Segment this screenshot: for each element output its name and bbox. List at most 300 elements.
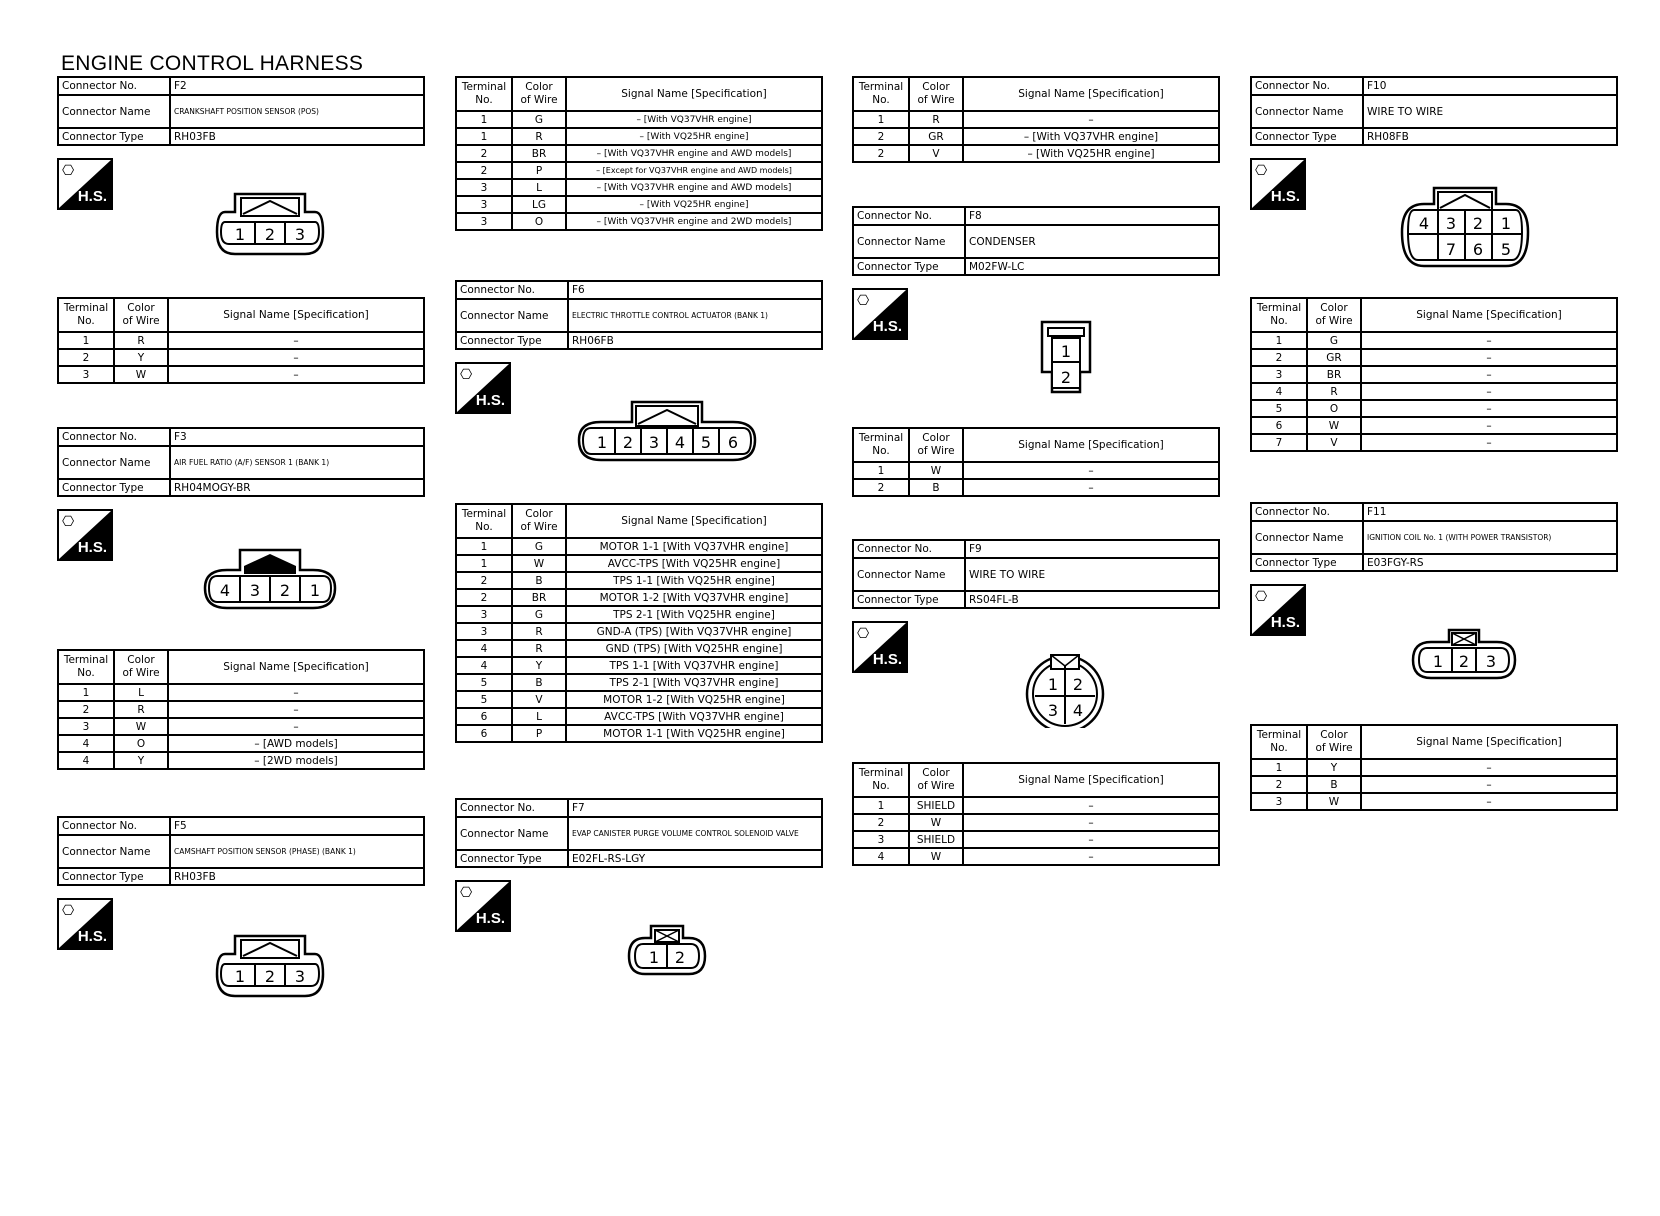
table-cell: W — [909, 462, 963, 479]
table-cell: O — [114, 735, 168, 752]
table-cell: – — [963, 111, 1219, 128]
table-cell: B — [909, 479, 963, 496]
table-cell: 4 — [456, 657, 512, 674]
text: H.S. — [1270, 188, 1300, 205]
table-cell: F8 — [965, 207, 1219, 225]
text: H.S. — [77, 188, 107, 205]
block — [57, 427, 425, 497]
connector-f2-info — [57, 76, 425, 146]
block — [57, 649, 425, 770]
table-cell: E02FL-RS-LGY — [568, 850, 822, 867]
table-header-cell: Signal Name [Specification] — [168, 650, 424, 684]
table-row — [853, 111, 1219, 128]
table-cell: R — [512, 623, 566, 640]
table-row — [58, 650, 424, 684]
table-row — [456, 504, 822, 538]
block — [852, 539, 1220, 609]
table-cell: Connector No. — [1251, 503, 1363, 521]
table-cell: Connector Type — [853, 591, 965, 608]
table-cell: 3 — [58, 718, 114, 735]
pin-label: 1 — [309, 581, 321, 600]
table-cell: 2 — [853, 128, 909, 145]
table-cell: Connector No. — [1251, 77, 1363, 95]
connector-f3-diagram — [203, 548, 337, 610]
table-cell: W — [114, 718, 168, 735]
text: of Wire — [1315, 742, 1353, 754]
connector-f11-diagram — [1411, 628, 1517, 680]
table-row — [853, 848, 1219, 865]
table-header-cell — [1307, 298, 1361, 332]
pin-label: 7 — [1445, 240, 1457, 259]
tbody — [853, 207, 1219, 275]
hs-icon — [455, 880, 511, 932]
harness-icon: ⎔ — [857, 626, 870, 642]
pin-label: 2 — [674, 948, 686, 967]
pin-label: 4 — [219, 581, 231, 600]
pin-label: 2 — [1060, 368, 1072, 387]
table-cell: M02FW-LC — [965, 258, 1219, 275]
text: of Wire — [917, 94, 955, 106]
pin-label: 1 — [1500, 214, 1512, 233]
connector-f5-diagram — [215, 934, 325, 1000]
table-row — [58, 701, 424, 718]
hs-icon — [852, 621, 908, 673]
table-row — [456, 640, 822, 657]
table-cell: IGNITION COIL No. 1 (WITH POWER TRANSISTOR) — [1363, 521, 1617, 554]
table-cell: – — [168, 366, 424, 383]
table-cell: Connector Name — [456, 817, 568, 850]
hs-icon — [57, 158, 113, 210]
text: H.S. — [475, 392, 505, 409]
table-cell: B — [1307, 776, 1361, 793]
table-cell: 1 — [456, 555, 512, 572]
text: Color — [922, 767, 950, 779]
table-row — [58, 332, 424, 349]
text: H.S. — [872, 651, 902, 668]
table-cell: R — [512, 128, 566, 145]
table-row — [456, 538, 822, 555]
table-cell: RH08FB — [1363, 128, 1617, 145]
pin-label: 1 — [1047, 675, 1059, 694]
table-cell: 4 — [58, 752, 114, 769]
text: Terminal — [858, 81, 904, 93]
table-cell: Y — [1307, 759, 1361, 776]
table-cell: R — [1307, 383, 1361, 400]
tbody — [853, 540, 1219, 608]
tbody — [58, 428, 424, 496]
pin-label: 4 — [674, 433, 686, 452]
table-cell: R — [909, 111, 963, 128]
tbody — [1251, 298, 1617, 451]
block — [852, 762, 1220, 866]
text: H.S. — [1270, 614, 1300, 631]
text: No. — [1270, 315, 1288, 327]
table-cell: Connector Type — [853, 258, 965, 275]
table-cell: 3 — [1251, 793, 1307, 810]
table-header-cell — [58, 298, 114, 332]
table-cell: W — [512, 555, 566, 572]
table-cell: TPS 2-1 [With VQ37VHR engine] — [566, 674, 822, 691]
connector-type: RH03FB — [170, 128, 424, 145]
table-row — [1251, 417, 1617, 434]
label: Connector Name — [58, 95, 170, 128]
hs-icon — [57, 898, 113, 950]
table-cell: L — [114, 684, 168, 701]
table-cell: MOTOR 1-2 [With VQ25HR engine] — [566, 691, 822, 708]
table-cell: – — [963, 831, 1219, 848]
tbody — [456, 504, 822, 742]
table-cell: – — [1361, 434, 1617, 451]
table-cell: AIR FUEL RATIO (A/F) SENSOR 1 (BANK 1) — [170, 446, 424, 479]
connector-f7-info — [455, 798, 823, 868]
table-cell: 3 — [58, 366, 114, 383]
table-cell: LG — [512, 196, 566, 213]
table-cell: 2 — [1251, 349, 1307, 366]
table-cell: BR — [1307, 366, 1361, 383]
table-cell: GR — [1307, 349, 1361, 366]
table-row — [1251, 128, 1617, 145]
table-cell: RH06FB — [568, 332, 822, 349]
table-row — [1251, 503, 1617, 521]
table-cell: – — [1361, 776, 1617, 793]
table-row — [456, 850, 822, 867]
table-cell: L — [512, 179, 566, 196]
table-cell: 4 — [456, 640, 512, 657]
table-cell: F11 — [1363, 503, 1617, 521]
table-row — [456, 572, 822, 589]
connector-f3-terminal-table — [57, 649, 425, 770]
table-cell: O — [1307, 400, 1361, 417]
table-cell: F6 — [568, 281, 822, 299]
table-row — [1251, 554, 1617, 571]
table-cell: R — [114, 701, 168, 718]
table-cell: Connector Name — [58, 835, 170, 868]
table-row — [456, 657, 822, 674]
text: of Wire — [122, 667, 160, 679]
text: Terminal — [63, 654, 109, 666]
table-row — [853, 77, 1219, 111]
text: No. — [77, 315, 95, 327]
table-row — [456, 179, 822, 196]
table-cell: 5 — [456, 674, 512, 691]
hs-icon — [852, 288, 908, 340]
table-cell: AVCC-TPS [With VQ37VHR engine] — [566, 708, 822, 725]
pin-label: 3 — [294, 225, 306, 244]
table-cell: B — [512, 674, 566, 691]
table-row — [456, 555, 822, 572]
table-cell: – [With VQ25HR engine] — [566, 196, 822, 213]
table-cell: W — [909, 814, 963, 831]
table-cell: Connector Name — [853, 558, 965, 591]
pin-label: 3 — [648, 433, 660, 452]
table-cell: 1 — [853, 797, 909, 814]
table-row — [58, 446, 424, 479]
table-row — [456, 77, 822, 111]
table-cell: – [With VQ37VHR engine and AWD models] — [566, 145, 822, 162]
table-row — [58, 684, 424, 701]
table-cell: G — [1307, 332, 1361, 349]
tbody — [853, 763, 1219, 865]
harness-icon: ⎔ — [1255, 589, 1268, 605]
text: of Wire — [917, 445, 955, 457]
table-row — [1251, 759, 1617, 776]
table-row — [58, 868, 424, 885]
table-cell: L — [512, 708, 566, 725]
table-row — [456, 674, 822, 691]
table-row — [1251, 332, 1617, 349]
table-cell: – — [168, 332, 424, 349]
table-row — [853, 462, 1219, 479]
table-cell: MOTOR 1-1 [With VQ25HR engine] — [566, 725, 822, 742]
table-row — [456, 196, 822, 213]
text: of Wire — [520, 521, 558, 533]
table-cell: F3 — [170, 428, 424, 446]
block — [1250, 502, 1618, 572]
table-cell: – [With VQ37VHR engine] — [566, 111, 822, 128]
table-cell: 1 — [1251, 332, 1307, 349]
table-cell: 5 — [1251, 400, 1307, 417]
text: Color — [525, 508, 553, 520]
text: No. — [1270, 742, 1288, 754]
connector-name: CRANKSHAFT POSITION SENSOR (POS) — [170, 95, 424, 128]
table-cell: R — [114, 332, 168, 349]
table-cell: – — [1361, 349, 1617, 366]
table-cell: – — [1361, 383, 1617, 400]
table-row — [1251, 366, 1617, 383]
block — [455, 798, 823, 868]
pin-label: 4 — [1072, 701, 1084, 720]
table-cell: R — [512, 640, 566, 657]
table-cell: E03FGY-RS — [1363, 554, 1617, 571]
table-row — [1251, 434, 1617, 451]
table-header-cell — [1307, 725, 1361, 759]
block — [852, 427, 1220, 497]
tbody — [58, 298, 424, 383]
table-cell: Connector Type — [1251, 128, 1363, 145]
table-cell: RH03FB — [170, 868, 424, 885]
table-header-cell — [853, 763, 909, 797]
table-cell: 6 — [456, 708, 512, 725]
table-cell: TPS 1-1 [With VQ37VHR engine] — [566, 657, 822, 674]
table-cell: – [With VQ25HR engine] — [566, 128, 822, 145]
tbody — [58, 650, 424, 769]
table-cell: Connector Type — [1251, 554, 1363, 571]
column-1 — [57, 76, 425, 146]
pin-label: 2 — [1458, 652, 1470, 671]
table-row — [58, 752, 424, 769]
pin-label: 3 — [294, 967, 306, 986]
table-header-cell: Signal Name [Specification] — [1361, 298, 1617, 332]
table-row — [853, 225, 1219, 258]
table-cell: MOTOR 1-1 [With VQ37VHR engine] — [566, 538, 822, 555]
pin-label: 2 — [264, 225, 276, 244]
table-cell: 7 — [1251, 434, 1307, 451]
harness-icon: ⎔ — [62, 163, 75, 179]
table-row — [58, 718, 424, 735]
table-cell: B — [512, 572, 566, 589]
table-cell: W — [114, 366, 168, 383]
block — [57, 816, 425, 886]
table-row — [456, 162, 822, 179]
table-header-cell — [909, 763, 963, 797]
text: H.S. — [77, 928, 107, 945]
connector-f10-terminal-table — [1250, 297, 1618, 452]
table-cell: V — [1307, 434, 1361, 451]
text: Color — [127, 654, 155, 666]
table-cell: Connector No. — [456, 281, 568, 299]
connector-latch — [1048, 328, 1084, 336]
text: Terminal — [461, 81, 507, 93]
table-row — [456, 589, 822, 606]
table-cell: 2 — [456, 589, 512, 606]
connector-f5-info — [57, 816, 425, 886]
hs-icon — [1250, 158, 1306, 210]
table-cell: – — [1361, 759, 1617, 776]
table-cell: – — [1361, 366, 1617, 383]
table-cell: – — [168, 701, 424, 718]
table-row — [1251, 349, 1617, 366]
table-row — [1251, 725, 1617, 759]
hs-icon — [455, 362, 511, 414]
table-cell: 6 — [456, 725, 512, 742]
harness-icon: ⎔ — [460, 885, 473, 901]
table-row — [58, 77, 424, 95]
table-row — [58, 349, 424, 366]
table-cell: – [Except for VQ37VHR engine and AWD models] — [566, 162, 822, 179]
text: No. — [77, 667, 95, 679]
text: Color — [127, 302, 155, 314]
table-row — [58, 428, 424, 446]
table-header-cell — [114, 298, 168, 332]
table-cell: P — [512, 725, 566, 742]
pin-label: 3 — [1485, 652, 1497, 671]
table-cell: – [With VQ25HR engine] — [963, 145, 1219, 162]
table-row — [853, 763, 1219, 797]
table-cell: 3 — [1251, 366, 1307, 383]
table-cell: 2 — [58, 349, 114, 366]
table-cell: – — [1361, 417, 1617, 434]
text: Terminal — [461, 508, 507, 520]
text: of Wire — [520, 94, 558, 106]
table-cell: EVAP CANISTER PURGE VOLUME CONTROL SOLENOID VALVE — [568, 817, 822, 850]
block — [1250, 724, 1618, 811]
table-header-cell — [512, 504, 566, 538]
block — [455, 503, 823, 743]
table-row — [1251, 77, 1617, 95]
table-row — [456, 725, 822, 742]
table-header-cell — [909, 428, 963, 462]
table-row — [853, 428, 1219, 462]
table-cell: Connector No. — [456, 799, 568, 817]
text: Color — [1320, 729, 1348, 741]
block — [1250, 76, 1618, 146]
table-cell: – — [963, 814, 1219, 831]
table-header-cell — [456, 77, 512, 111]
table-row — [1251, 793, 1617, 810]
table-cell: – — [1361, 400, 1617, 417]
table-cell: 4 — [58, 735, 114, 752]
tbody — [456, 281, 822, 349]
table-row — [456, 799, 822, 817]
connector-f9-info — [852, 539, 1220, 609]
connector-f9-terminal-table — [852, 762, 1220, 866]
pin-label: 1 — [596, 433, 608, 452]
connector-f11-info — [1250, 502, 1618, 572]
table-cell: Connector No. — [58, 428, 170, 446]
table-cell: 2 — [853, 814, 909, 831]
connector-f10-diagram — [1400, 186, 1530, 268]
pin-label: 1 — [234, 225, 246, 244]
table-cell: WIRE TO WIRE — [1363, 95, 1617, 128]
tbody — [58, 817, 424, 885]
table-cell: – — [168, 684, 424, 701]
table-cell: – — [1361, 793, 1617, 810]
table-header-cell — [1251, 298, 1307, 332]
table-cell: CAMSHAFT POSITION SENSOR (PHASE) (BANK 1) — [170, 835, 424, 868]
table-row — [456, 111, 822, 128]
table-cell: GND (TPS) [With VQ25HR engine] — [566, 640, 822, 657]
connector-f8-terminal-table — [852, 427, 1220, 497]
table-cell: Connector Type — [456, 850, 568, 867]
table-header-cell: Signal Name [Specification] — [963, 763, 1219, 797]
table-cell: W — [1307, 793, 1361, 810]
table-cell: – — [963, 848, 1219, 865]
pin-label: 5 — [700, 433, 712, 452]
table-cell: – — [963, 462, 1219, 479]
connector-no: F2 — [170, 77, 424, 95]
table-row — [58, 366, 424, 383]
text: Color — [922, 432, 950, 444]
table-cell: P — [512, 162, 566, 179]
table-cell: WIRE TO WIRE — [965, 558, 1219, 591]
table-row — [456, 817, 822, 850]
table-cell: CONDENSER — [965, 225, 1219, 258]
connector-f5-terminal-table — [455, 76, 823, 231]
pin-label: 3 — [249, 581, 261, 600]
table-header-cell: Signal Name [Specification] — [963, 428, 1219, 462]
table-header-cell — [1251, 725, 1307, 759]
table-cell: 3 — [456, 623, 512, 640]
table-row — [1251, 400, 1617, 417]
connector-f6-diagram — [577, 400, 757, 462]
table-row — [456, 606, 822, 623]
table-cell: – [With VQ37VHR engine] — [963, 128, 1219, 145]
tbody — [58, 77, 424, 145]
table-header-cell: Signal Name [Specification] — [168, 298, 424, 332]
table-row — [58, 835, 424, 868]
table-row — [58, 479, 424, 496]
table-cell: Connector Type — [456, 332, 568, 349]
table-row — [58, 735, 424, 752]
text: H.S. — [475, 910, 505, 927]
block — [455, 76, 823, 231]
table-cell: 1 — [456, 538, 512, 555]
table-cell: Connector Name — [853, 225, 965, 258]
connector-f6-info — [455, 280, 823, 350]
table-row — [456, 708, 822, 725]
text: Terminal — [1256, 729, 1302, 741]
text: No. — [872, 780, 890, 792]
table-cell: Connector Name — [456, 299, 568, 332]
table-cell: Connector No. — [58, 817, 170, 835]
block — [852, 206, 1220, 276]
table-cell: AVCC-TPS [With VQ25HR engine] — [566, 555, 822, 572]
connector-f2-terminal-table — [57, 297, 425, 384]
block — [852, 76, 1220, 163]
text: Terminal — [63, 302, 109, 314]
pin-label: 6 — [727, 433, 739, 452]
table-row — [853, 558, 1219, 591]
